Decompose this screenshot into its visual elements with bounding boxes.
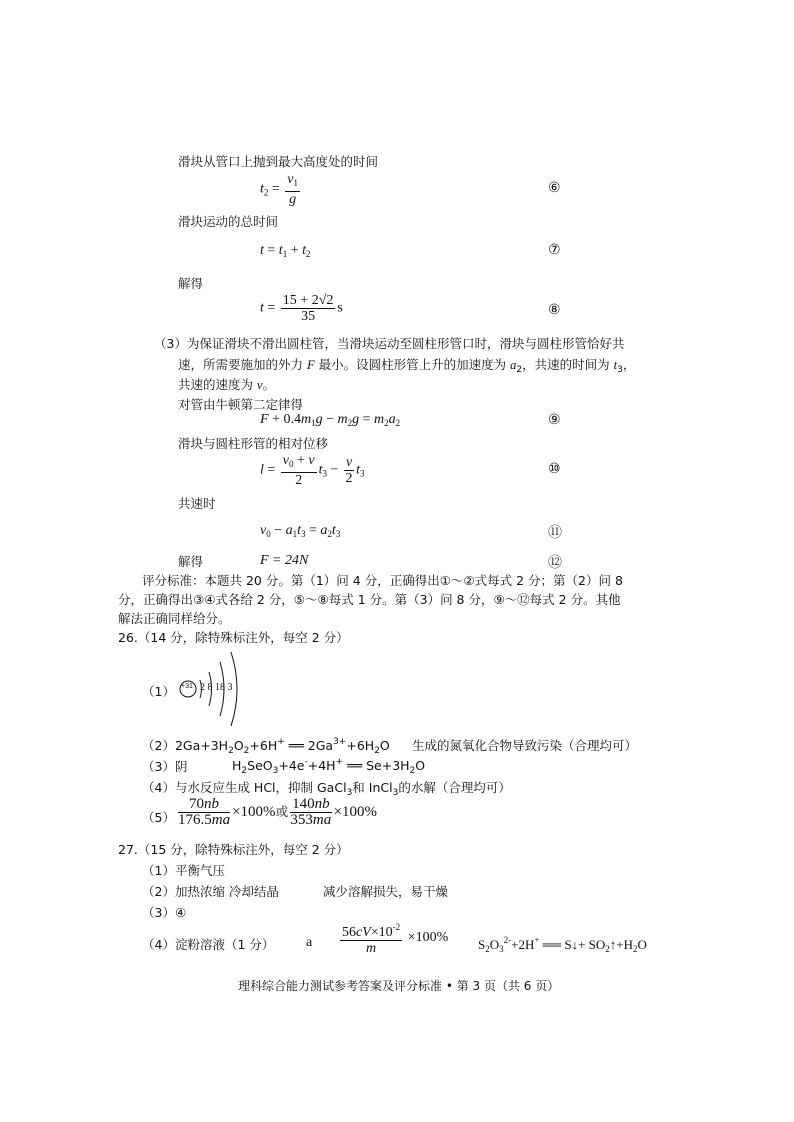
question-heading: 26.（14 分，除特殊标注外，每空 2 分） (118, 630, 349, 645)
atom-nucleus-label: +31 (181, 683, 193, 690)
text-line: 共速的速度为 v。 (178, 377, 276, 392)
text-line: 滑块从管口上抛到最大高度处的时间 (178, 154, 379, 169)
text-line: 共速时 (178, 496, 216, 511)
text-line: （3）为保证滑块不滑出圆柱管，当滑块运动至圆柱形管口时，滑块与圆柱形管恰好共 (154, 336, 625, 351)
equation-marker-11: ⑪ (548, 525, 562, 541)
equation-8: t = $\frac{15 + 2√2}{35}$ s (260, 293, 343, 324)
equation-marker-9: ⑨ (548, 412, 561, 428)
atom-shell-electrons: 2 8 18 3 (200, 682, 233, 693)
equation-26-5: $\frac{70nb}{176.5ma}$ ×100%或 $\frac{140nb}{353ma}$ ×100% (178, 796, 378, 828)
text-line: 速，所需要施加的外力 F 最小。设圆柱形管上升的加速度为 $a_2$，共速的时间为 $t_3$， (178, 357, 636, 375)
equation-marker-12: ⑫ (548, 555, 562, 571)
text-line: 减少溶解损失，易干燥 (323, 884, 449, 899)
text-line: 对管由牛顿第二定律得 (178, 397, 304, 412)
equation-marker-8: ⑧ (548, 302, 561, 318)
text-line: 生成的氮氧化合物导致污染（合理均可） (412, 738, 638, 753)
text-line: （3）阴 (142, 759, 188, 774)
text-line: （2）加热浓缩 冷却结晶 (142, 884, 279, 899)
text-line: a (306, 935, 313, 950)
text-line: （3）④ (142, 905, 187, 920)
text-line: 滑块与圆柱形管的相对位移 (178, 436, 329, 451)
question-heading: 27.（15 分，除特殊标注外，每空 2 分） (118, 842, 349, 857)
equation-marker-6: ⑥ (548, 180, 561, 196)
equation-10: l = $\frac{v_0 + v}{2}$ $t_3$ − $\frac{v}{2}$ $t_3$ (260, 453, 365, 488)
equation-27-4-reaction: $S_2O_3^{2-}+2H^+$ ══ S↓+ $SO_2↑+H_2O$ (478, 935, 647, 954)
text-line: $H_2SeO_3+4e^-+4H^+$ ══ $Se+3H_2O$ (232, 757, 426, 776)
equation-12: F = 24N (260, 553, 309, 568)
equation-7: $t = t_1 + t_2$ (260, 243, 311, 259)
text-line: 评分标准：本题共 20 分。第（1）问 4 分，正确得出①～②式每式 2 分；第（2）问 8 (142, 573, 623, 588)
equation-27-4: $\frac{56cV\times 10^{-2}}{m}$ ×100% (342, 922, 449, 956)
text-line: （4）与水反应生成 HCl，抑制 GaCl$_3$和 InCl$_3$的水解（合理均可） (142, 780, 511, 798)
text-line: 滑块运动的总时间 (178, 214, 279, 229)
page-footer: 理科综合能力测试参考答案及评分标准 • 第 3 页（共 6 页） (238, 979, 560, 993)
equation-marker-7: ⑦ (548, 242, 561, 258)
text-line: （5） (142, 810, 175, 825)
text-line: 分，正确得出③④式各给 2 分，⑤～⑧每式 1 分。第（3）问 8 分，⑨～⑫每式 2 分。其他 (118, 592, 621, 607)
text-line: 解得 (178, 554, 204, 569)
equation-marker-10: ⑩ (548, 461, 561, 477)
text-line: 解得 (178, 276, 204, 291)
text-line: （1）平衡气压 (142, 863, 225, 878)
text-line: （4）淀粉溶液（1 分） (142, 937, 275, 952)
equation-6: $t_2$ = $\frac{v_1}{g}$ (260, 172, 299, 207)
equation-9: $F + 0.4m_1g - m_2g = m_2a_2$ (260, 412, 401, 428)
text-line: （1） (142, 684, 175, 699)
text-line: 解法正确同样给分。 (118, 611, 231, 626)
equation-11: $v_0 - a_1t_3 = a_2t_3$ (260, 523, 341, 539)
text-line: $(2)2Ga+3H_2O_2+6H^+$ ══ $2Ga^{3+}+6H_2O$ (142, 737, 390, 756)
